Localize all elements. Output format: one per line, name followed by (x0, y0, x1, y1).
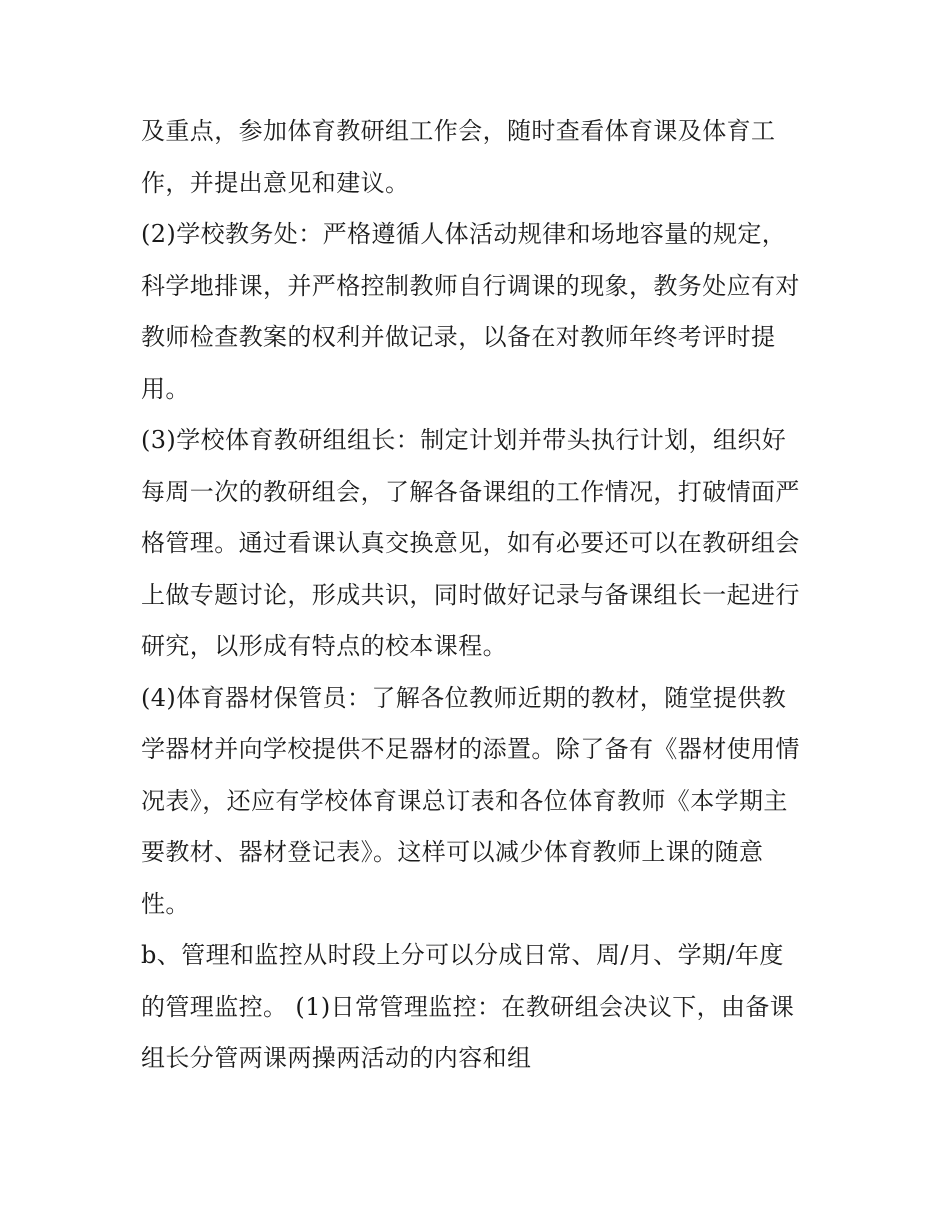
text-line: 况表》，还应有学校体育课总订表和各位体育教师《本学期主 (141, 786, 788, 815)
text-line: 科学地排课，并严格控制教师自行调课的现象，教务处应有对 (141, 271, 800, 300)
document-body (141, 106, 821, 1085)
text-line: 要教材、器材登记表》。这样可以减少体育教师上课的随意 (141, 838, 764, 866)
text-line: 的管理监控。 (1)日常管理监控：在教研组会决议下，由备课 (141, 992, 795, 1021)
text-line: (3)学校体育教研组组长：制定计划并带头执行计划，组织好 (141, 426, 787, 454)
text-line: 性。 (141, 889, 190, 918)
text-line: 格管理。通过看课认真交换意见，如有必要还可以在教研组会 (141, 529, 800, 557)
text-line: 组长分管两课两操两活动的内容和组 (141, 1044, 532, 1072)
text-line: 作，并提出意见和建议。 (141, 168, 410, 197)
text-line: 研究，以形成有特点的校本课程。 (141, 632, 507, 660)
text-line: 教师检查教案的权利并做记录，以备在对教师年终考评时提 (141, 323, 776, 351)
text-line: 每周一次的教研组会，了解各备课组的工作情况，打破情面严 (141, 477, 800, 506)
text-line: 及重点，参加体育教研组工作会，随时查看体育课及体育工 (141, 117, 776, 145)
text-line: 学器材并向学校提供不足器材的添置。除了备有《器材使用情 (141, 735, 800, 763)
text-line: (2)学校教务处：严格遵循人体活动规律和场地容量的规定， (141, 220, 787, 248)
text-line: (4)体育器材保管员：了解各位教师近期的教材，随堂提供教 (141, 683, 787, 712)
text-line: 上做专题讨论，形成共识，同时做好记录与备课组长一起进行 (141, 580, 800, 609)
text-line: 用。 (141, 374, 190, 403)
text-line: b、管理和监控从时段上分可以分成日常、周/月、学期/年度 (141, 941, 784, 969)
